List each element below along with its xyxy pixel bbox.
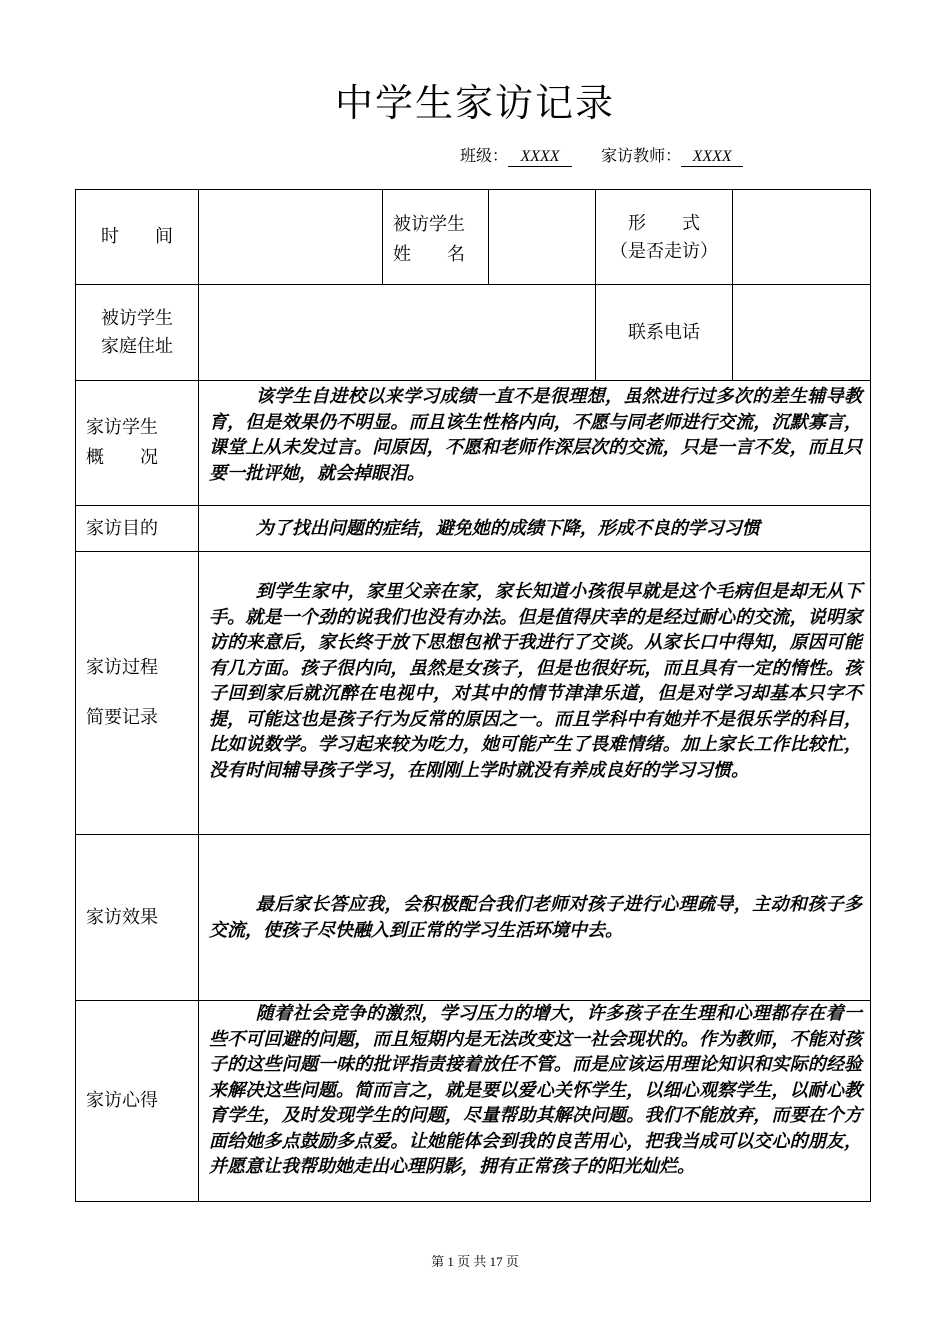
process-label-line1: 家访过程 [86,657,158,678]
purpose-label: 家访目的 [76,506,199,552]
form-label-line1: 形 式 [628,213,700,234]
row-insight [76,1001,871,1202]
address-label [76,285,199,381]
purpose-text: 为了找出问题的症结，避免她的成绩下降，形成不良的学习习惯 [255,517,760,539]
row-time [76,190,871,285]
process-label-line2: 简要记录 [86,707,158,728]
overview-label-line1: 家访学生 [86,417,158,438]
insight-label: 家访心得 [76,1001,199,1202]
time-value-cell[interactable] [199,190,383,285]
page-footer: 第 1 页 共 17 页 [431,1254,519,1269]
phone-label: 联系电话 [596,285,733,381]
form-label [596,190,733,285]
effect-text-cell [199,835,871,1001]
record-meta [460,143,743,167]
overview-label [76,381,199,506]
effect-text: 最后家长答应我，会积极配合我们老师对孩子进行心理疏导，主动和孩子多交流，使孩子尽快融入到正常的学习生活环境中去。 [209,894,862,941]
student-name-label-line1: 被访学生 [393,214,465,235]
overview-text: 该学生自进校以来学习成绩一直不是很理想，虽然进行过多次的差生辅导教育，但是效果仍不明显。而且该生性格内向，不愿与同老师进行交流，沉默寡言，课堂上从未发过言。问原因，不愿和老师作深层次的交流，只是一言不发，而且只要一批评她，就会掉眼泪。 [209,386,862,484]
teacher-value: XXXX [681,148,743,167]
purpose-text-cell [199,506,871,552]
student-name-label-line2: 姓 名 [393,244,465,265]
student-name-label [383,190,489,285]
time-label: 时 间 [76,190,199,285]
effect-label: 家访效果 [76,835,199,1001]
insight-text: 随着社会竞争的激烈，学习压力的增大，许多孩子在生理和心理都存在着一些不可回避的问题，而且短期内是无法改变这一社会现状的。作为教师，不能对孩子的这些问题一味的批评指责接着放任不管。而是应该运用理论知识和实际的经验来解决这些问题。简而言之，就是要以爱心关怀学生，以细心观察学生，以耐心教育学生，及时发现学生的问题，尽量帮助其解决问题。我们不能放弃，而要在个方面给她多点鼓励多点爱。让她能体会到我的良苦用心，把我当成可以交心的朋友，并愿意让我帮助她走出心理阴影，拥有正常孩子的阳光灿烂。 [209,1003,862,1177]
row-purpose [76,506,871,552]
page-title: 中学生家访记录 [334,81,615,125]
address-value-cell[interactable] [199,285,596,381]
address-label-line1: 被访学生 [101,307,173,329]
row-overview [76,381,871,506]
row-process [76,552,871,835]
overview-text-cell [199,381,871,506]
phone-value-cell[interactable] [733,285,871,381]
process-text: 到学生家中，家里父亲在家，家长知道小孩很早就是这个毛病但是却无从下手。就是一个劲的说我们也没有办法。但是值得庆幸的是经过耐心的交流，说明家访的来意后，家长终于放下思想包袱于我进行了交谈。从家长口中得知，原因可能有几方面。孩子很内向，虽然是女孩子，但是也很好玩，而且具有一定的惰性。孩子回到家后就沉醉在电视中，对其中的情节津津乐道，但是对学习却基本只字不提，可能这也是孩子行为反常的原因之一。而且学科中有她并不是很乐学的科目，比如说数学。学习起来较为吃力，她可能产生了畏难情绪。加上家长工作比较忙，没有时间辅导孩子学习，在刚刚上学时就没有养成良好的学习习惯。 [209,581,862,781]
row-address [76,285,871,381]
form-label-line2: （是否走访） [610,241,718,262]
visit-record-table [75,189,871,1202]
student-name-value-cell[interactable] [489,190,596,285]
form-value-cell[interactable] [733,190,871,285]
class-label: 班级： [460,146,509,165]
teacher-label: 家访教师： [601,146,682,165]
overview-label-line2: 概 况 [86,447,158,468]
insight-text-cell [199,1001,871,1202]
class-value: XXXX [508,148,572,167]
address-label-line2: 家庭住址 [101,335,173,357]
process-text-cell [199,552,871,835]
process-label [76,552,199,835]
row-effect [76,835,871,1001]
